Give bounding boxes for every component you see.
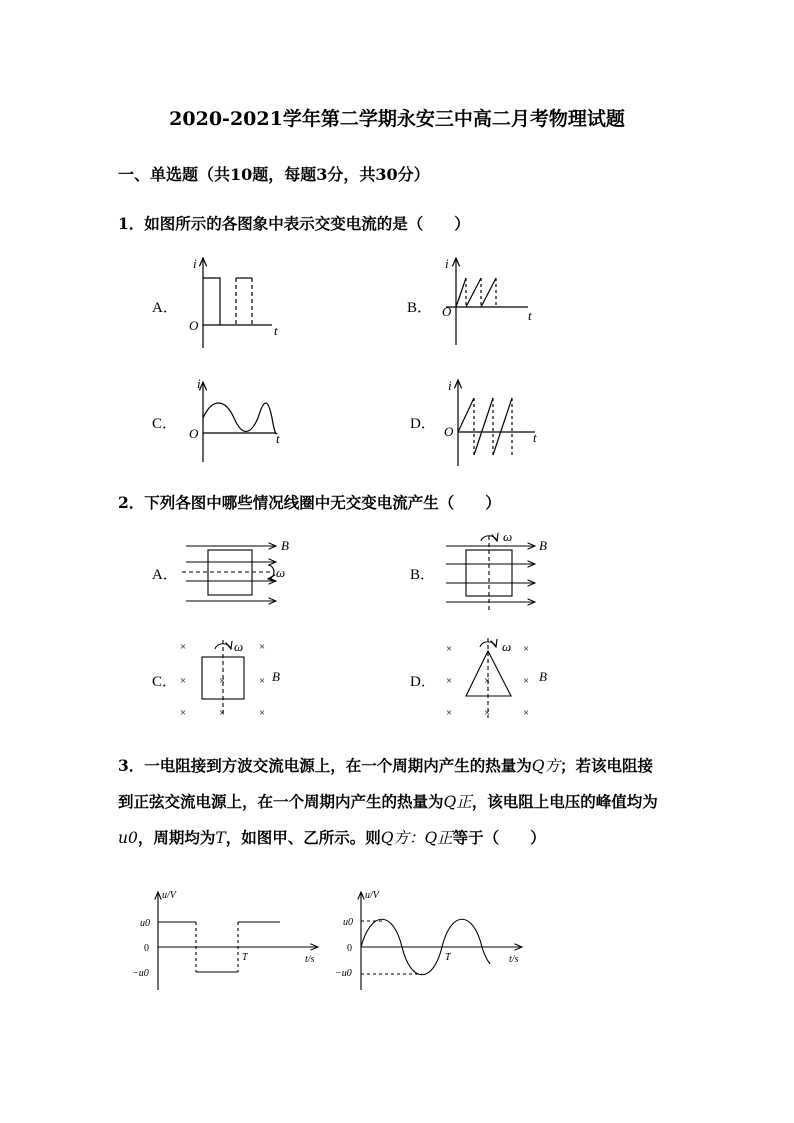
q1d-ylabel: i bbox=[448, 378, 452, 393]
svg-text:×: × bbox=[259, 707, 266, 719]
q2a-field-label: B bbox=[281, 538, 289, 553]
q3b-neg-u0: −u0 bbox=[335, 968, 352, 979]
svg-text:×: × bbox=[484, 675, 491, 687]
svg-text:×: × bbox=[446, 707, 453, 719]
q3a-T: T bbox=[242, 952, 248, 963]
q1-option-b-label: B． bbox=[407, 300, 433, 316]
q3b-zero: 0 bbox=[347, 943, 352, 954]
q2b-field-label: B bbox=[539, 538, 547, 553]
question-3-text bbox=[118, 748, 708, 856]
q3-sym-q-zheng: Q正 bbox=[443, 793, 472, 811]
q3b-xlabel: t/s bbox=[509, 954, 519, 965]
q1c-origin: O bbox=[189, 426, 199, 441]
q3-line-2: 到正弦交流电源上，在一个周期内产生的热量为Q正，该电阻上电压的峰值均为 bbox=[118, 792, 658, 811]
q3a-zero: 0 bbox=[144, 943, 149, 954]
q1-option-a-label: A． bbox=[152, 300, 178, 316]
q1a-ylabel: i bbox=[193, 256, 197, 271]
q1-graph-b bbox=[446, 258, 528, 345]
q2d-field-label: B bbox=[539, 669, 547, 684]
q2c-crosses bbox=[180, 641, 265, 719]
svg-text:×: × bbox=[446, 675, 453, 687]
svg-text:×: × bbox=[523, 643, 530, 655]
q3-ratio: Q方：Q正 bbox=[380, 829, 453, 847]
q1a-xlabel: t bbox=[274, 323, 278, 338]
q3b-ylabel: u/V bbox=[365, 890, 379, 901]
q2a-omega: ω bbox=[276, 565, 286, 580]
q2b-omega: ω bbox=[503, 529, 513, 544]
q1b-xlabel: t bbox=[528, 308, 532, 323]
q1b-origin: O bbox=[442, 304, 452, 319]
q3-line-1: 3．一电阻接到方波交流电源上，在一个周期内产生的热量为Q方；若该电阻接 bbox=[118, 756, 654, 775]
section-heading: 一、单选题（共10题，每题3分，共30分） bbox=[118, 165, 430, 184]
svg-text:×: × bbox=[219, 675, 226, 687]
svg-text:×: × bbox=[523, 675, 530, 687]
q1-graph-a bbox=[203, 258, 272, 348]
q3-sym-q-fang: Q方 bbox=[531, 757, 561, 775]
q2c-omega: ω bbox=[234, 639, 244, 654]
q1a-origin: O bbox=[189, 318, 199, 333]
q2-option-a-label: A． bbox=[152, 567, 178, 583]
q1-option-d-label: D． bbox=[410, 416, 436, 432]
q1-graph-c bbox=[203, 382, 277, 462]
q3-graph-sine bbox=[361, 892, 522, 990]
q1-option-c-label: C． bbox=[152, 416, 178, 432]
q2-figure-a bbox=[182, 546, 276, 601]
q1c-ylabel: i bbox=[197, 376, 201, 391]
q2-figure-b bbox=[446, 536, 535, 612]
svg-text:×: × bbox=[180, 675, 187, 687]
q3-sym-u0: u0 bbox=[118, 829, 138, 847]
q1c-xlabel: t bbox=[276, 431, 280, 446]
svg-text:×: × bbox=[259, 641, 266, 653]
page-title: 2020-2021学年第二学期永安三中高二月考物理试题 bbox=[169, 108, 625, 130]
q2d-omega: ω bbox=[502, 639, 512, 654]
q3a-u0: u0 bbox=[140, 918, 150, 929]
q1d-origin: O bbox=[444, 424, 454, 439]
svg-text:×: × bbox=[259, 675, 266, 687]
q3a-xlabel: t/s bbox=[305, 954, 315, 965]
q1d-xlabel: t bbox=[533, 430, 537, 445]
q3-sym-T: T bbox=[215, 829, 226, 847]
svg-text:×: × bbox=[523, 707, 530, 719]
svg-text:×: × bbox=[180, 707, 187, 719]
svg-text:×: × bbox=[484, 707, 491, 719]
q3a-neg-u0: −u0 bbox=[132, 968, 149, 979]
q1b-ylabel: i bbox=[445, 256, 449, 271]
q2c-field-label: B bbox=[272, 669, 280, 684]
question-2-text: 2．下列各图中哪些情况线圈中无交变电流产生（ ） bbox=[118, 493, 501, 512]
q2-option-b-label: B． bbox=[410, 567, 436, 583]
svg-text:×: × bbox=[180, 641, 187, 653]
q1-graph-d bbox=[458, 380, 535, 466]
q2-option-c-label: C． bbox=[152, 674, 178, 690]
question-1-text: 1．如图所示的各图象中表示交变电流的是（ ） bbox=[118, 214, 470, 233]
q3b-T: T bbox=[445, 952, 451, 963]
svg-text:×: × bbox=[446, 643, 453, 655]
q3-graph-square bbox=[158, 892, 318, 990]
q2-option-d-label: D． bbox=[410, 674, 436, 690]
q3-line-3: u0，周期均为T，如图甲、乙所示。则Q方：Q正等于（ ） bbox=[118, 828, 546, 847]
q3a-ylabel: u/V bbox=[162, 890, 176, 901]
q3b-u0: u0 bbox=[343, 917, 353, 928]
svg-text:×: × bbox=[219, 707, 226, 719]
